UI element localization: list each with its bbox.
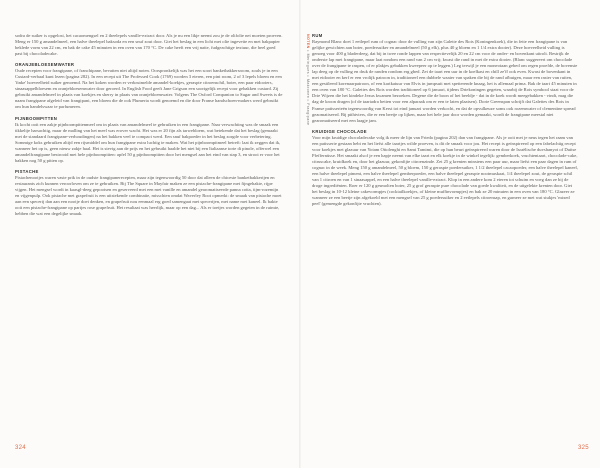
page-number-left: 324 — [15, 445, 26, 451]
section-body-kruidige-chocolade: Voor mijn kruidige chocoladecake volg ik meer de lijn van Frieda (pagina 202) dan van frangipane. Als je ooit met je neus tegen het raam van een patisserie gestaan hebt en het liefst alle taartjes wilde proeven, is dit de smaak voor jou. Het recept is geïnspireerd op een fabelachtig recept voor koekjes met glazuur van Yotam Ottolenghi en Sami Tamimi, die op hun beurt geïnspireerd waren door de Israëlische duvshanyot of Duitse Pfeffernüsse. Het smaakt alsof je een hapje neemt van elke taart en elk koekje in de winkel tegelijk: gemberkoek, vruchtentaart, chocolade-cake, citruscake, kruidkoek en, door het glazuur, gekonfijte citroenzinde. Zet 25 g krenten minstens een paar uur, maar liefst een paar dagen in rum of cognac in de week. Meng 150 g amandelmeel, 50 g bloem, 150 g geraspte poedersuiker, 1 1/2 theelepel cacaopoeder, een halve theelepel kaneel, een halve theelepel piment, een halve theelepel gemberpoeder, een halve theelepel geraspte nootmuskaat, 1/4 theelepel zout, de geraspte schil van 1 citroen en van 1 sinaasappel, en een halve theelepel vanille-extract. Klop in een andere kom 2 eieren tot schuim en voeg dan ze bij de droge ingrediënten. Roer er 120 g gesmolten boter, 25 g grof geraspte pure chocolade van goede kwaliteit, en de uitgelekte krenten door. Giet het beslag in 10-12 kleine cakevormpjes (cocktailkoekjes, of kleine muffinvormpjes) en bak ze 20 minuten in een oven van 180 °C. Glazeer ze wanneer ze een beetje zijn afgekoeld met een mengsel van 25 g poedersuiker en 2 eetlepels citroensap, en garneer ze met wat stukjes 'mixed peel' (gemengde gekonfijte vruchten). — [312, 134, 578, 207]
left-page — [0, 0, 299, 468]
section-body-oranjebloesemwater: Oude recepten voor frangipane, of franchipane, bevatten niet altijd noten. Oorspronkelijk was het een soort banketbakkersroom, zoals je in een Custard-verbaal kunt lezen (pagina 282). In een recept uit The Professed Cook (1769) worden 3 eieren, een pint room, 2 of 3 lepels bloem en een 'finke' hoeveelheid suiker genoemd. Na het koken worden er verkruimelde amandel-koekjes, geraspte citroenschil, boter, een paar eidooiers, sinaasappelbloesem en oranjebloesemwater door geroerd. In English Food geeft Jane Grigson een soortgelijk recept voor gebakken custard. Zij gebruikt amandelmeel in plaats van koekjes en sherry in plaats van oranjebloemwater. Volgens The Oxford Companion to Sugar and Sweets is de naam frangipane afgeleid van frangipani, een bloem die de ook Plumeria wordt genoemd en die door Franse handschoen-makers werd gebruikt om hun handelswaar te parfumeren. — [15, 68, 283, 110]
running-head-part: Meringues — [306, 53, 310, 74]
left-text-column — [15, 33, 283, 217]
section-body-pijnboompitten: Ik kocht ooit een zakje pijnboompittenmeel om in plaats van amandelmeel te gebruiken in een frangipane. Naar verwachting was de smaak een tikkeltje harsachtig, maar de malling van het meel was erover wacht. Het was er 20 fijn als tarwebloem, wat betekende dat het beslag (gemaakt met de standaard frangipane-verhoudingen) na het bakken veel te compact werd. Een snuf bakpoeder in het beslag zorgde voor verbetering. Sommige koks gebruiken altijd een rijsmiddel om hun frangipane extra luchtig te maken. Wat het pijnboompitmeel betreft: laat ik zeggen dat ik, wanneer het op is, geen nieuw zakje haal. Het is stevig aan de prijs en het gebruikt haalde het niet bij een Italiaanse torte di pinole, offerwel een amandelfrangipane bestrooid met hele pijnboompitten: apfel 50 g pijnboompitten door het mengsel aan het eind van stap 3, en strooi er voor het bakken nog 50 g pitten op. — [15, 121, 281, 163]
section-heading-pistache: PISTACHE — [15, 168, 39, 174]
running-head-separator: ▸ — [306, 99, 310, 104]
section-body-pistache: Pistachenootjes waren vaste prik in de oudste frangipanerecepten, maar zijn tegenwoordig 50 door dat alleen de chiceste banketbakkerijen en restaurants zich kunnen veroorloven om ze te gebruiken. Bij The Square in Mayfair maken ze een pistache-frangipane met fijngehakte, rijpe vijgen. Het mengsel wordt in kaasgl-deeg gepootsen en geserveerd met een met vanille en amandel gearomatiseerde panna cotta, tijm-rozemijn en vijgenpulp. Ook pistache met grapefruit is een uitstekende combinatie, misschien omdat Waverley Root opmerkt: de smaak van pistache moet aan een specerij dan aan een nootje doet denken, en grapefruit nou eenmaal erg goed samengaat met specerijen, met name met kaneel. Ik bakte ooit een pistache-frangipane op partjes rose grapefruit. Het resultaat was heerlijk, maar op een dag... Als er toetjes worden gegeten in de ruimte, hebben die wat een degelijke smaak. — [15, 174, 282, 217]
section-heading-oranjebloesemwater: ORANJEBLOESEMWATER — [15, 62, 75, 68]
running-head-separator: ▸ — [306, 49, 310, 54]
right-text-column — [312, 33, 578, 207]
intro-paragraph: sodra de suiker is opgelost, het cacaomengsel en 2 theelepels vanille-extract door. Als je nu een likje neemt zou je de olifolie net moeten proeven. Meng er 150 g amandelmeel, een halve theelepel baksoda en een snuf zout door. Giet het beslag in een licht met olie ingevette en met bakpapier beklede vorm van 22 cm, en bak de cake 45 minuten in een oven van 170 °C. De cake heeft een vrij natte, fudgeachtige textuur, die heel goed past bij chocoladecake. — [15, 33, 283, 57]
right-page — [301, 0, 600, 468]
section-heading-kruidige-chocolade: KRUIDIGE CHOCOLADE — [312, 128, 367, 134]
running-head-part: Frangipane — [306, 103, 310, 126]
running-head — [305, 34, 311, 234]
section-heading-pijnboompitten: PIJNBOOMPITTEN — [15, 115, 58, 121]
section-body-rum: Raymond Blanc doet 1 eetlepel rum of cognac door de vulling van zijn Galette des Rois (Koningenkoek), die in feite een frangipane is van gelijke gewichten aan boter, poedersuiker en amandelmeel (50 g elk), plus 40 g bloem en 1 1/4 extra dooier). Deze hoeveelheid vulling is genoeg voor 400 g bladerdeeg, dat bij in twee ronde lappen van respectievelijk 20 en 22 cm voor de onder- en bovenkant uitrolt. Bestrijk de onderste lap met frangipane, maar laat rondom een rand van 2 cm vrij; kwast die rand in met de extra dooier. (Blanc suggereert om chocolade over de frangipane te raspen, of er plakjes gebakken kweepeer op te leggen.) Leg terwijl je een moneotaan gebed om regen proefde, de bovenste lap deeg op de vulling en druk de randen rondom erg gbed. Zet de taart een uur in de koelkast en chill ze'ff ook even. Kwast de bovenkant in met eidooier en kerf er een vrolijk patroon in, traditioneel een dubbele waaier van spaken die bij de rand afbuigen, maar een raster van ruiten, een gestileerd korenaarpatroon, of een karikatuur van Elvis in jumpsuit met spetterende knaag, het is allemaal prima. Bak de taart 45 minuten in een oven van 180 °C. Galettes des Rois worden traditioneel op 6 januari, tijdens Driekoningen gegeten, waarbij de Rois symbool staat voor de Drie Wijzen die het kindeke Jezus kwamen bezoeken. Degene die de boon of het beeldje - dat in de koek wordt meegebakken - vindt, mag die dag de kroon dragen (of de taartadra betten voor een alparaak om er een te laten plaatsen). Dorie Greenspan schrijft dat Galettes des Rois in Franse patisserieën tegenwoordig van Kerst tot eind januari worden verkocht, en dat de opvulkeuze soms ook rozemwater of clementine spread geaomatiseerd. Bij pithiviers, die er een beetje op lijken, maar het hele jaar door worden gemaakt, wordt de frangipane meestal niet gearomatiseerd met een laagje jam. — [312, 39, 578, 123]
page-number-right: 325 — [578, 445, 589, 451]
section-heading-rum: RUM — [312, 33, 323, 38]
running-head-accent: NOTEN — [306, 34, 310, 49]
running-head-separator: ▸ — [306, 75, 310, 79]
running-head-part: Makronen — [306, 79, 310, 99]
running-head-text — [306, 34, 310, 125]
